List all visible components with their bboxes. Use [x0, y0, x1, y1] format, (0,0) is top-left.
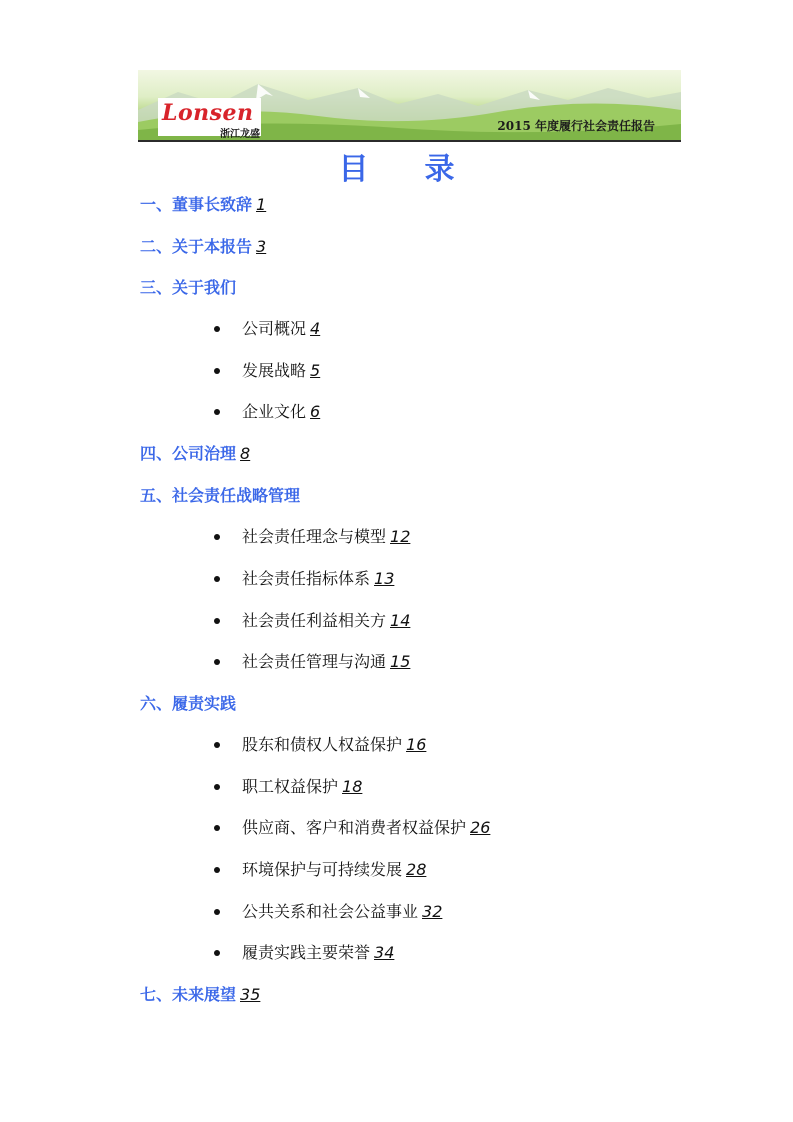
toc-item-label: 履责实践主要荣誉	[242, 943, 371, 962]
toc-section-label: 二、关于本报告	[140, 237, 253, 256]
logo-subtitle: 浙江龙盛	[220, 129, 260, 140]
bullet-icon	[214, 867, 220, 873]
bullet-icon	[214, 659, 220, 665]
bullet-icon	[214, 825, 220, 831]
toc-item-csr-model[interactable]	[214, 526, 410, 548]
toc-page-number[interactable]: 5	[310, 361, 321, 380]
toc-section-label: 三、关于我们	[140, 278, 237, 297]
toc-page-number[interactable]: 12	[390, 527, 411, 546]
toc-item-label: 职工权益保护	[242, 777, 339, 796]
toc-section-chairman-address[interactable]	[140, 194, 266, 216]
bullet-icon	[214, 576, 220, 582]
toc-item-public-welfare[interactable]	[214, 901, 442, 923]
toc-item-csr-communication[interactable]	[214, 651, 410, 673]
toc-page-number[interactable]: 8	[240, 444, 251, 463]
toc-item-csr-stakeholders[interactable]	[214, 610, 410, 632]
company-logo: Lonsen	[162, 100, 254, 126]
toc-page-number[interactable]: 18	[342, 777, 363, 796]
toc-page-number[interactable]: 15	[390, 652, 411, 671]
toc-item-label: 社会责任利益相关方	[242, 611, 387, 630]
bullet-icon	[214, 409, 220, 415]
toc-section-practice[interactable]	[140, 693, 236, 715]
toc-item-label: 公共关系和社会公益事业	[242, 902, 419, 921]
toc-item-shareholders[interactable]	[214, 734, 426, 756]
header-banner	[138, 70, 681, 142]
bullet-icon	[214, 909, 220, 915]
bullet-icon	[214, 742, 220, 748]
bullet-icon	[214, 950, 220, 956]
toc-item-strategy[interactable]	[214, 360, 320, 382]
toc-page-number[interactable]: 6	[310, 402, 321, 421]
toc-item-label: 企业文化	[242, 402, 307, 421]
toc-page-number[interactable]: 34	[374, 943, 395, 962]
toc-section-about-us[interactable]	[140, 277, 236, 299]
toc-section-governance[interactable]	[140, 443, 250, 465]
bullet-icon	[214, 534, 220, 540]
bullet-icon	[214, 326, 220, 332]
toc-section-outlook[interactable]	[140, 984, 260, 1006]
toc-page-number[interactable]: 14	[390, 611, 411, 630]
toc-section-csr-strategy[interactable]	[140, 485, 300, 507]
toc-page-number[interactable]: 13	[374, 569, 395, 588]
toc-page-number[interactable]: 4	[310, 319, 321, 338]
bullet-icon	[214, 784, 220, 790]
toc-item-company-overview[interactable]	[214, 318, 320, 340]
toc-section-label: 四、公司治理	[140, 444, 237, 463]
toc-item-label: 公司概况	[242, 319, 307, 338]
toc-section-label: 一、董事长致辞	[140, 195, 253, 214]
toc-item-label: 社会责任指标体系	[242, 569, 371, 588]
toc-page-number[interactable]: 16	[406, 735, 427, 754]
toc-page-number[interactable]: 26	[470, 818, 491, 837]
toc-section-label: 七、未来展望	[140, 985, 237, 1004]
toc-page-number[interactable]: 1	[256, 195, 267, 214]
toc-item-label: 发展战略	[242, 361, 307, 380]
report-title: 2015 年度履行社会责任报告	[497, 119, 655, 133]
toc-item-honors[interactable]	[214, 942, 394, 964]
bullet-icon	[214, 368, 220, 374]
toc-item-suppliers-customers[interactable]	[214, 817, 490, 839]
toc-item-culture[interactable]	[214, 401, 320, 423]
toc-item-environment[interactable]	[214, 859, 426, 881]
toc-item-label: 社会责任理念与模型	[242, 527, 387, 546]
toc-item-csr-indicators[interactable]	[214, 568, 394, 590]
toc-item-label: 环境保护与可持续发展	[242, 860, 403, 879]
toc-item-label: 社会责任管理与沟通	[242, 652, 387, 671]
toc-page-number[interactable]: 35	[240, 985, 261, 1004]
page-title: 目录	[338, 152, 511, 187]
toc-item-label: 供应商、客户和消费者权益保护	[242, 818, 467, 837]
toc-section-about-report[interactable]	[140, 236, 266, 258]
toc-section-label: 五、社会责任战略管理	[140, 486, 301, 505]
toc-page-number[interactable]: 3	[256, 237, 267, 256]
toc-section-label: 六、履责实践	[140, 694, 237, 713]
toc-item-employees[interactable]	[214, 776, 362, 798]
bullet-icon	[214, 618, 220, 624]
toc-page-number[interactable]: 28	[406, 860, 427, 879]
toc-item-label: 股东和债权人权益保护	[242, 735, 403, 754]
toc-page-number[interactable]: 32	[422, 902, 443, 921]
